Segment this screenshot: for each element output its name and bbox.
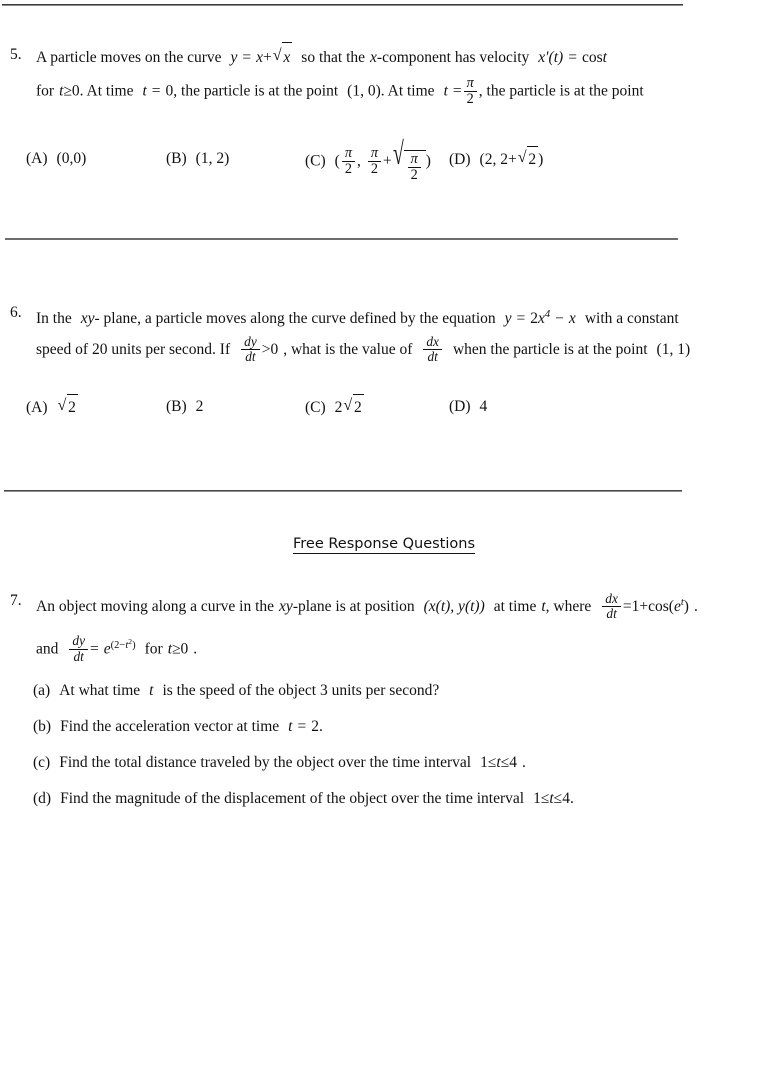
q6-choice-c-sqrt xyxy=(343,394,363,421)
q7-l2-equals: = xyxy=(89,640,99,658)
question-6-first-line xyxy=(0,300,768,334)
question-7-number: 7. xyxy=(10,592,22,609)
q6-zero: 0 xyxy=(270,341,279,359)
q7-plus: + xyxy=(639,597,649,615)
q5-eq-y: y xyxy=(230,49,238,66)
q6-italic-xy: xy xyxy=(80,309,95,327)
q7-l2-text-a: and xyxy=(36,640,59,658)
q6-choice-d-label: (D) xyxy=(449,398,471,415)
section-divider-1 xyxy=(5,238,678,240)
q5-velocity-equals: = xyxy=(568,49,577,66)
q5-t1-denominator: 2 xyxy=(466,91,474,108)
q7-text-a: An object moving along a curve in the xyxy=(36,597,275,615)
q5-t0-t: t xyxy=(142,82,147,100)
section-divider-2 xyxy=(4,490,682,492)
q5-choice-c-f2-den: 2 xyxy=(370,161,378,178)
q5-sqrt-radicand: x xyxy=(282,42,292,73)
question-5 xyxy=(0,42,768,73)
q6-l2-text-c: when the particle is at the point xyxy=(452,341,648,359)
question-7-part-c xyxy=(33,750,526,776)
q5-initial-point: (1, 0) xyxy=(347,82,381,100)
question-7 xyxy=(0,588,768,622)
q7-part-b-label: (b) xyxy=(33,718,52,735)
q5-choice-c-f1-num: π xyxy=(342,146,355,162)
q7-part-c-label: (c) xyxy=(33,754,51,771)
q7-part-d-text-a: Find the magnitude of the displacement of the object over the time interval xyxy=(60,790,525,807)
q7-l2-cond-t: t xyxy=(167,640,172,658)
q6-dx-numerator: dx xyxy=(423,335,442,350)
q7-part-c-le2: ≤ xyxy=(500,754,510,771)
q5-choice-c-plus: + xyxy=(383,152,392,170)
q7-close-paren: ) xyxy=(683,597,689,615)
q7-part-a-italic-t: t xyxy=(149,682,154,699)
question-7-first-line xyxy=(0,588,768,622)
q5-l2-text-e: , the particle is at the point xyxy=(478,82,644,100)
q7-cos: cos( xyxy=(648,597,674,615)
q6-eq-var: x xyxy=(538,309,545,327)
q7-position-vector: (x(t), y(t)) xyxy=(423,597,485,615)
q7-part-c-text-a: Find the total distance traveled by the object over the time interval xyxy=(59,754,472,771)
q5-cond-ge: ≥ xyxy=(63,82,72,100)
q6-choice-c-label: (C) xyxy=(305,399,326,416)
q7-part-d-le1: ≤ xyxy=(540,790,550,807)
q5-t1-fraction xyxy=(464,76,477,107)
q7-part-b-period: . xyxy=(318,718,323,735)
q6-text-a: In the xyxy=(36,309,72,327)
q7-period: . xyxy=(693,597,698,615)
q5-t0-val: 0 xyxy=(165,82,174,100)
question-5-number: 5. xyxy=(10,46,22,63)
q7-dx-denominator: dt xyxy=(606,605,617,621)
q6-choice-a-label: (A) xyxy=(26,399,48,416)
q5-text-a: A particle moves on the curve xyxy=(36,49,222,66)
q5-choice-c-radicand xyxy=(404,150,426,183)
q7-e: e xyxy=(673,597,681,615)
question-5-choice-a[interactable] xyxy=(26,146,86,172)
q6-text-b: - plane, a particle moves along the curve defined by the equation xyxy=(94,309,496,327)
q7-dy-denominator: dt xyxy=(73,648,84,664)
top-divider xyxy=(2,4,683,6)
free-response-heading-text: Free Response Questions xyxy=(292,536,476,552)
q7-part-c-le1: ≤ xyxy=(487,754,497,771)
q5-eq-plus: + xyxy=(263,49,272,66)
question-6-choice-a[interactable] xyxy=(26,394,78,421)
q5-cond-zero: 0 xyxy=(71,82,80,100)
q6-choice-a-sqrt xyxy=(58,394,78,421)
q5-t1-t: t xyxy=(443,82,448,100)
q7-dx-numerator: dx xyxy=(602,592,621,607)
q7-part-d-period: . xyxy=(569,790,574,807)
q5-choice-d-open: (2, 2 xyxy=(479,151,508,168)
q5-choice-d-sqrt xyxy=(518,146,538,173)
q7-dx-dt-fraction xyxy=(602,592,621,621)
q5-choice-c-f1-den: 2 xyxy=(344,161,352,178)
q7-part-b-italic-t: t xyxy=(288,718,293,735)
q7-part-d-hi: 4 xyxy=(562,790,570,807)
q7-text-b: -plane is at position xyxy=(292,597,415,615)
q5-choice-c-f2-num: π xyxy=(368,146,381,162)
q7-l2-text-b: for xyxy=(144,640,163,658)
q6-dx-dt-fraction xyxy=(423,335,442,364)
question-7-part-b xyxy=(33,714,323,740)
q6-point: (1, 1) xyxy=(656,341,691,359)
question-6-choice-c[interactable] xyxy=(305,394,364,421)
q6-dy-denominator: dt xyxy=(245,349,256,365)
q5-t1-numerator: π xyxy=(464,76,477,92)
question-5-second-line xyxy=(0,76,768,107)
q6-choice-c-radicand: 2 xyxy=(353,394,364,421)
question-6-choice-d[interactable] xyxy=(449,394,487,420)
q6-eq-var2: x xyxy=(568,309,576,327)
q5-text-b: so that the xyxy=(301,49,366,66)
q5-l2-text-b: . At time xyxy=(79,82,134,100)
q7-part-b-equals: = xyxy=(297,718,307,735)
q5-choice-c-label: (C) xyxy=(305,152,326,170)
q6-eq-y: y xyxy=(504,309,512,327)
q7-part-d-label: (d) xyxy=(33,790,52,807)
free-response-heading xyxy=(0,536,768,552)
q5-choice-c-fraction-1 xyxy=(342,146,355,177)
q6-choice-b-value: 2 xyxy=(195,398,204,415)
q6-eq-equals: = xyxy=(516,309,526,327)
q5-choice-d-close: ) xyxy=(538,151,544,168)
q7-part-c-period: . xyxy=(521,754,526,771)
q5-t0-eq: = xyxy=(151,82,161,100)
q6-eq-minus: − xyxy=(555,309,564,327)
question-5-line-2 xyxy=(36,76,768,107)
q7-part-d-italic-t: t xyxy=(549,790,554,807)
q5-choice-c-sqrt xyxy=(393,150,426,183)
q5-eq-x: x xyxy=(256,49,264,66)
q5-choice-c-fraction-3 xyxy=(408,152,421,183)
q7-part-c-italic-t: t xyxy=(496,754,501,771)
q7-dy-dt-fraction xyxy=(69,634,88,663)
q7-part-c-lo: 1 xyxy=(480,754,488,771)
q5-l2-text-d: . At time xyxy=(380,82,435,100)
q5-sqrt-x xyxy=(273,42,293,73)
question-7-part-d xyxy=(33,786,574,812)
question-6-line-2 xyxy=(36,335,768,365)
q6-dy-dt-fraction xyxy=(241,335,260,364)
q7-l2-e: e xyxy=(103,640,111,658)
q5-text-c: -component has velocity xyxy=(376,49,530,66)
q5-choice-c-f3-num: √ π xyxy=(408,152,421,168)
q7-part-b-text-a: Find the acceleration vector at time xyxy=(60,718,280,735)
q6-text-c: with a constant xyxy=(584,309,679,327)
q7-dy-numerator: dy xyxy=(69,634,88,649)
q5-choice-c-comma: , xyxy=(356,152,361,170)
q6-dx-denominator: dt xyxy=(427,349,438,365)
q5-choice-a-value: (0,0) xyxy=(56,150,87,167)
question-5-choice-b[interactable] xyxy=(166,146,229,172)
q5-choice-c-open-paren: ( xyxy=(334,152,340,170)
q7-text-c: at time xyxy=(493,597,537,615)
q6-l2-text-b: , what is the value of xyxy=(283,341,413,359)
q5-italic-x: x xyxy=(370,49,377,66)
question-5-choice-d[interactable] xyxy=(449,146,543,173)
q5-choice-d-label: (D) xyxy=(449,151,471,168)
q5-t1-eq: = xyxy=(452,82,462,100)
q7-equals: = xyxy=(622,597,632,615)
question-7-second-line xyxy=(0,627,768,665)
q5-choice-c-fraction-2 xyxy=(368,146,381,177)
q7-italic-xy: xy xyxy=(279,597,293,615)
q6-eq-coef: 2 xyxy=(530,309,539,327)
q5-choice-a-label: (A) xyxy=(26,150,48,167)
q6-dy-numerator: dy xyxy=(241,335,260,350)
question-5-line-1 xyxy=(36,42,768,73)
q7-part-a-text-a: At what time xyxy=(59,682,141,699)
question-6-second-line xyxy=(0,335,768,365)
q7-e-exponent: t xyxy=(680,597,684,608)
q7-one: 1 xyxy=(631,597,640,615)
q5-eq-equals: = xyxy=(242,49,252,66)
q6-greater-than: > xyxy=(261,341,271,359)
q5-choice-b-value: (1, 2) xyxy=(195,150,230,167)
q7-l2-exponent: (2−t2) xyxy=(110,637,136,651)
q6-choice-c-coefficient: 2 xyxy=(334,399,343,416)
q7-part-a-label: (a) xyxy=(33,682,51,699)
q7-italic-t: t xyxy=(541,597,546,615)
question-7-line-1 xyxy=(36,588,768,622)
q6-choice-b-label: (B) xyxy=(166,398,187,415)
question-5-first-line xyxy=(0,42,768,73)
q5-choice-d-plus: + xyxy=(507,151,517,168)
question-6-choice-b[interactable] xyxy=(166,394,203,420)
q6-eq-power: 4 xyxy=(544,309,551,320)
q5-velocity-t: t xyxy=(602,49,607,66)
q6-choice-a-radicand: 2 xyxy=(67,394,78,421)
question-6-number: 6. xyxy=(10,304,22,321)
q5-l2-text-a: for xyxy=(36,82,55,100)
q6-l2-text-a: speed of 20 units per second. If xyxy=(36,341,231,359)
question-7-line-2 xyxy=(36,627,768,665)
q5-choice-b-label: (B) xyxy=(166,150,187,167)
q7-part-d-le2: ≤ xyxy=(553,790,563,807)
q5-cond-t: t xyxy=(59,82,64,100)
question-5-choice-c[interactable] xyxy=(305,146,431,184)
q5-velocity-symbol: x′(t) xyxy=(538,49,564,66)
q7-l2-cond-ge: ≥ xyxy=(172,640,181,658)
q7-l2-period: . xyxy=(193,640,198,658)
q7-l2-cond-zero: 0 xyxy=(180,640,189,658)
q5-choice-c-close-paren: ) xyxy=(425,152,431,170)
q5-l2-text-c: , the particle is at the point xyxy=(173,82,339,100)
question-7-part-a xyxy=(33,678,439,704)
question-6 xyxy=(0,300,768,334)
q7-part-b-value: 2 xyxy=(311,718,319,735)
q7-part-d-lo: 1 xyxy=(533,790,541,807)
q5-choice-d-radicand: 2 xyxy=(527,146,538,173)
q6-choice-d-value: 4 xyxy=(479,398,488,415)
q5-velocity-cos: cos xyxy=(581,49,603,66)
q7-part-a-text-b: is the speed of the object 3 units per second? xyxy=(162,682,440,699)
q5-choice-c-f3-den: 2 xyxy=(410,167,418,184)
question-6-line-1 xyxy=(36,300,768,334)
q7-text-d: , where xyxy=(545,597,592,615)
q7-part-c-hi: 4 xyxy=(509,754,517,771)
